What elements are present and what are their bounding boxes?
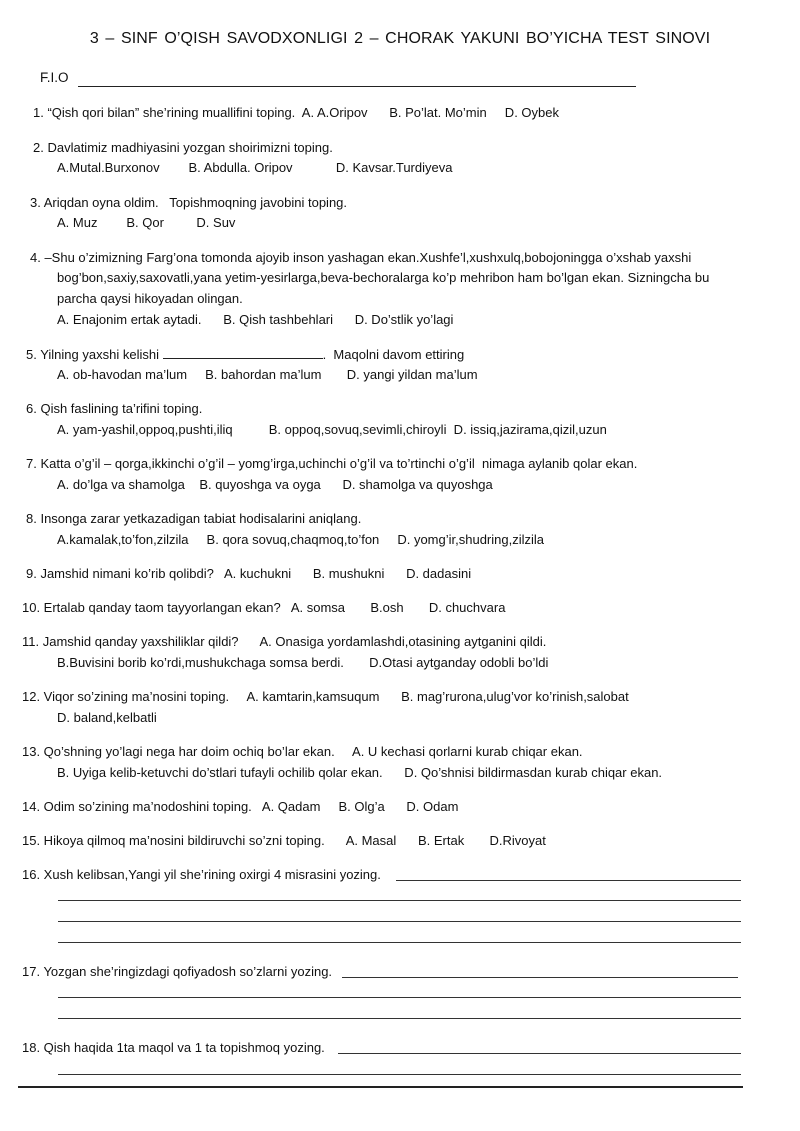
answer-line[interactable] [58, 997, 741, 998]
question-8-options: A.kamalak,to’fon,zilzila B. qora sovuq,chaqmoq,to’fon D. yomg’ir,shudring,zilzila [57, 532, 544, 547]
question-4-options: A. Enajonim ertak aytadi. B. Qish tashbehlari D. Do’stlik yo’lagi [57, 312, 454, 327]
question-9: 9. Jamshid nimani ko’rib qolibdi? A. kuchukni B. mushukni D. dadasini [26, 566, 472, 581]
question-10: 10. Ertalab qanday taom tayyorlangan ekan? A. somsa B.osh D. chuchvara [22, 600, 506, 615]
answer-line[interactable] [58, 900, 741, 901]
answer-line[interactable] [396, 880, 741, 881]
question-1: 1. “Qish qori bilan” she’rining muallifini toping. A. A.Oripov B. Po’lat. Mo’min D. Oybek [33, 105, 559, 120]
answer-line[interactable] [58, 942, 741, 943]
bottom-rule [18, 1086, 743, 1088]
question-4: 4. –Shu o’zimizning Farg’ona tomonda ajoyib inson yashagan ekan.Xushfe’l,xushxulq,bobojoningga o’xshab yaxshi [30, 250, 692, 265]
question-4-text-3: parcha qaysi hikoyadan olingan. [57, 291, 243, 306]
question-12-options: D. baland,kelbatli [57, 710, 157, 725]
question-15: 15. Hikoya qilmoq ma’nosini bildiruvchi so’zni toping. A. Masal B. Ertak D.Rivoyat [22, 833, 546, 848]
question-5 [26, 344, 464, 365]
question-5-options: A. ob-havodan ma’lum B. bahordan ma’lum D. yangi yildan ma’lum [57, 367, 478, 382]
question-13-options: B. Uyiga kelib-ketuvchi do’stlari tufayli ochilib qolar ekan. D. Qo’shnisi bildirmasdan kurab chiqar ekan. [57, 765, 663, 780]
question-11-options: B.Buvisini borib ko’rdi,mushukchaga somsa berdi. D.Otasi aytganday odobli bo’ldi [57, 655, 549, 670]
answer-line[interactable] [58, 1074, 741, 1075]
question-14: 14. Odim so’zining ma’nodoshini toping. A. Qadam B. Olg’a D. Odam [22, 799, 459, 814]
question-13: 13. Qo’shning yo’lagi nega har doim ochiq bo’lar ekan. A. U kechasi qorlarni kurab chiqar ekan. [22, 744, 583, 759]
answer-line[interactable] [342, 977, 738, 978]
question-7: 7. Katta o’g’il – qorga,ikkinchi o’g’il – yomg’irga,uchinchi o’g’il va to’rtinchi o’g’il nimaga aylanib qolar ekan. [26, 456, 638, 471]
question-5-blank[interactable] [163, 344, 323, 359]
answer-line[interactable] [58, 921, 741, 922]
question-3: 3. Ariqdan oyna oldim. Topishmoqning javobini toping. [30, 195, 348, 210]
question-11: 11. Jamshid qanday yaxshiliklar qildi? A. Onasiga yordamlashdi,otasining aytganini qildi. [22, 634, 547, 649]
question-18: 18. Qish haqida 1ta maqol va 1 ta topishmoq yozing. [22, 1040, 325, 1055]
question-7-options: A. do’lga va shamolga B. quyoshga va oyga D. shamolga va quyoshga [57, 477, 493, 492]
question-6-options: A. yam-yashil,oppoq,pushti,iliq B. oppoq,sovuq,sevimli,chiroyli D. issiq,jazirama,qizil,uzun [57, 422, 607, 437]
page-title: 3 – SINF O’QISH SAVODXONLIGI 2 – CHORAK YAKUNI BO’YICHA TEST SINOVI [89, 30, 711, 47]
question-4-text-2: bog’bon,saxiy,saxovatli,yana yetim-yesirlarga,beva-bechoralarga ko’p mehribon ham bo’lgan ekan. Sizningcha bu [57, 270, 710, 285]
name-label: F.I.O [40, 70, 69, 85]
question-12: 12. Viqor so’zining ma’nosini toping. A. kamtarin,kamsuqum B. mag’rurona,ulug’vor ko’rinish,salobat [22, 689, 629, 704]
question-5-text-2: . Maqolni davom ettiring [322, 347, 465, 362]
name-field[interactable] [78, 86, 636, 87]
question-2: 2. Davlatimiz madhiyasini yozgan shoirimizni toping. [33, 140, 333, 155]
question-8: 8. Insonga zarar yetkazadigan tabiat hodisalarini aniqlang. [26, 511, 362, 526]
answer-line[interactable] [58, 1018, 741, 1019]
answer-line[interactable] [338, 1053, 741, 1054]
question-6: 6. Qish faslining ta’rifini toping. [26, 401, 203, 416]
question-3-options: A. Muz B. Qor D. Suv [57, 215, 236, 230]
question-5-text: 5. Yilning yaxshi kelishi [26, 347, 159, 362]
question-2-options: A.Mutal.Burxonov B. Abdulla. Oripov D. Kavsar.Turdiyeva [57, 160, 453, 175]
question-16: 16. Xush kelibsan,Yangi yil she’rining oxirgi 4 misrasini yozing. [22, 867, 381, 882]
question-17: 17. Yozgan she’ringizdagi qofiyadosh so’zlarni yozing. [22, 964, 333, 979]
